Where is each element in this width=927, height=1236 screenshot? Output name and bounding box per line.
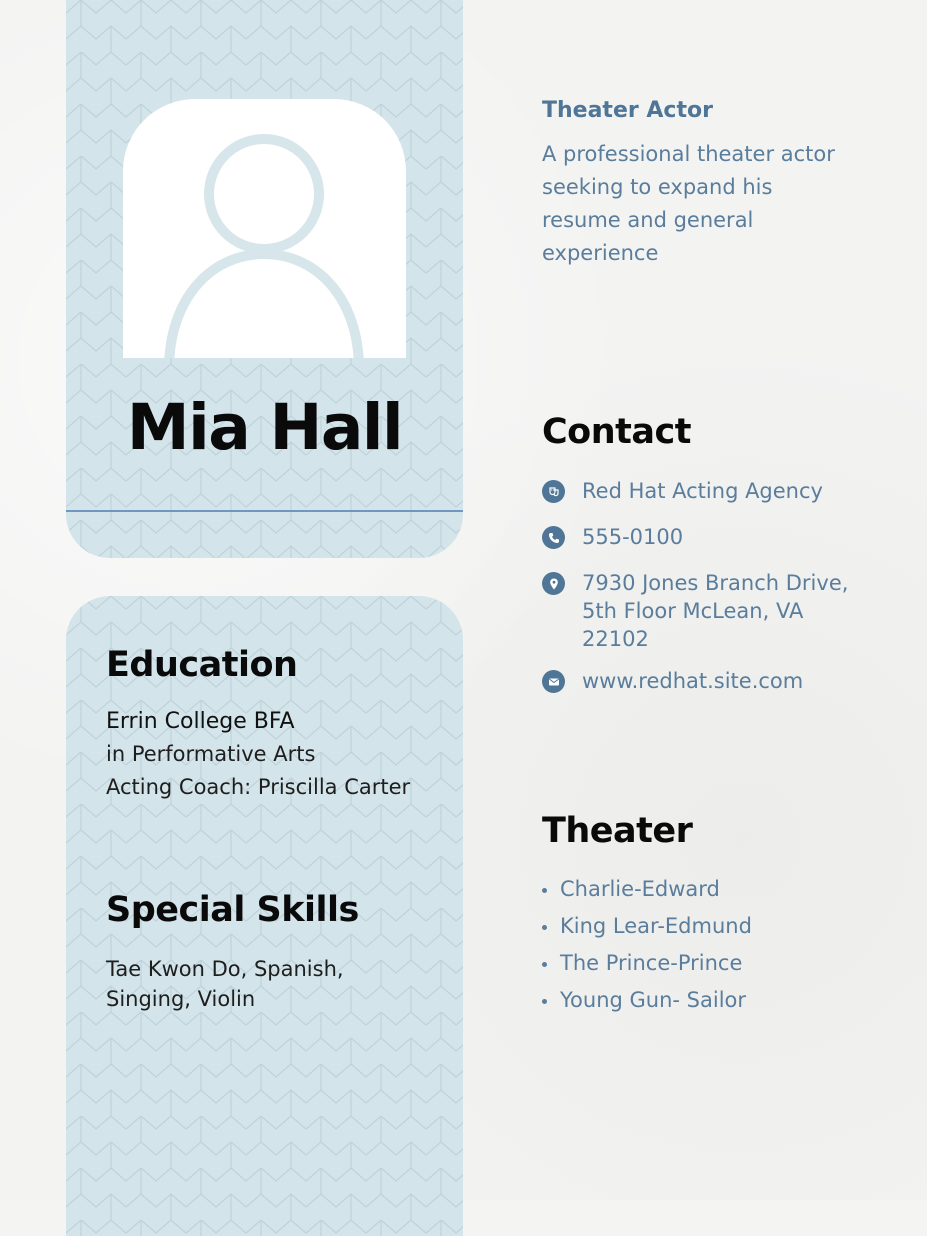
contact-address-text: 7930 Jones Branch Drive, 5th Floor McLean, VA 22102 bbox=[582, 571, 849, 651]
list-item: Charlie-Edward bbox=[542, 871, 752, 908]
divider-line bbox=[66, 510, 463, 512]
user-silhouette-icon bbox=[123, 99, 406, 358]
education-heading: Education bbox=[106, 645, 298, 685]
avatar bbox=[123, 99, 406, 358]
education-skills-panel bbox=[66, 596, 463, 1236]
contact-address bbox=[542, 569, 862, 653]
contact-agency-text: Red Hat Acting Agency bbox=[582, 479, 823, 503]
list-item: The Prince-Prince bbox=[542, 945, 752, 982]
contact-phone[interactable] bbox=[542, 523, 862, 551]
contact-website-text: www.redhat.site.com bbox=[582, 669, 804, 693]
contact-heading: Contact bbox=[542, 412, 691, 452]
contact-phone-text: 555-0100 bbox=[582, 525, 684, 549]
education-school: Errin College BFA bbox=[106, 709, 295, 734]
list-item: King Lear-Edmund bbox=[542, 908, 752, 945]
theater-roles-list bbox=[542, 871, 752, 1019]
contact-agency bbox=[542, 477, 862, 505]
education-field: in Performative Arts bbox=[106, 742, 316, 766]
theater-heading: Theater bbox=[542, 811, 693, 851]
theater-masks-icon bbox=[542, 480, 565, 503]
person-name: Mia Hall bbox=[126, 391, 403, 464]
education-details bbox=[106, 705, 410, 804]
skills-heading: Special Skills bbox=[106, 890, 359, 930]
contact-website[interactable] bbox=[542, 667, 862, 695]
skills-text: Tae Kwon Do, Spanish, Singing, Violin bbox=[106, 957, 344, 1011]
location-pin-icon bbox=[542, 572, 565, 595]
education-coach: Acting Coach: Priscilla Carter bbox=[106, 775, 411, 799]
list-item: Young Gun- Sailor bbox=[542, 982, 752, 1019]
profile-panel bbox=[66, 0, 463, 558]
phone-icon bbox=[542, 526, 565, 549]
role-title: Theater Actor bbox=[542, 98, 713, 123]
profile-summary: A professional theater actor seeking to expand his resume and general experience bbox=[542, 142, 835, 265]
email-icon bbox=[542, 670, 565, 693]
